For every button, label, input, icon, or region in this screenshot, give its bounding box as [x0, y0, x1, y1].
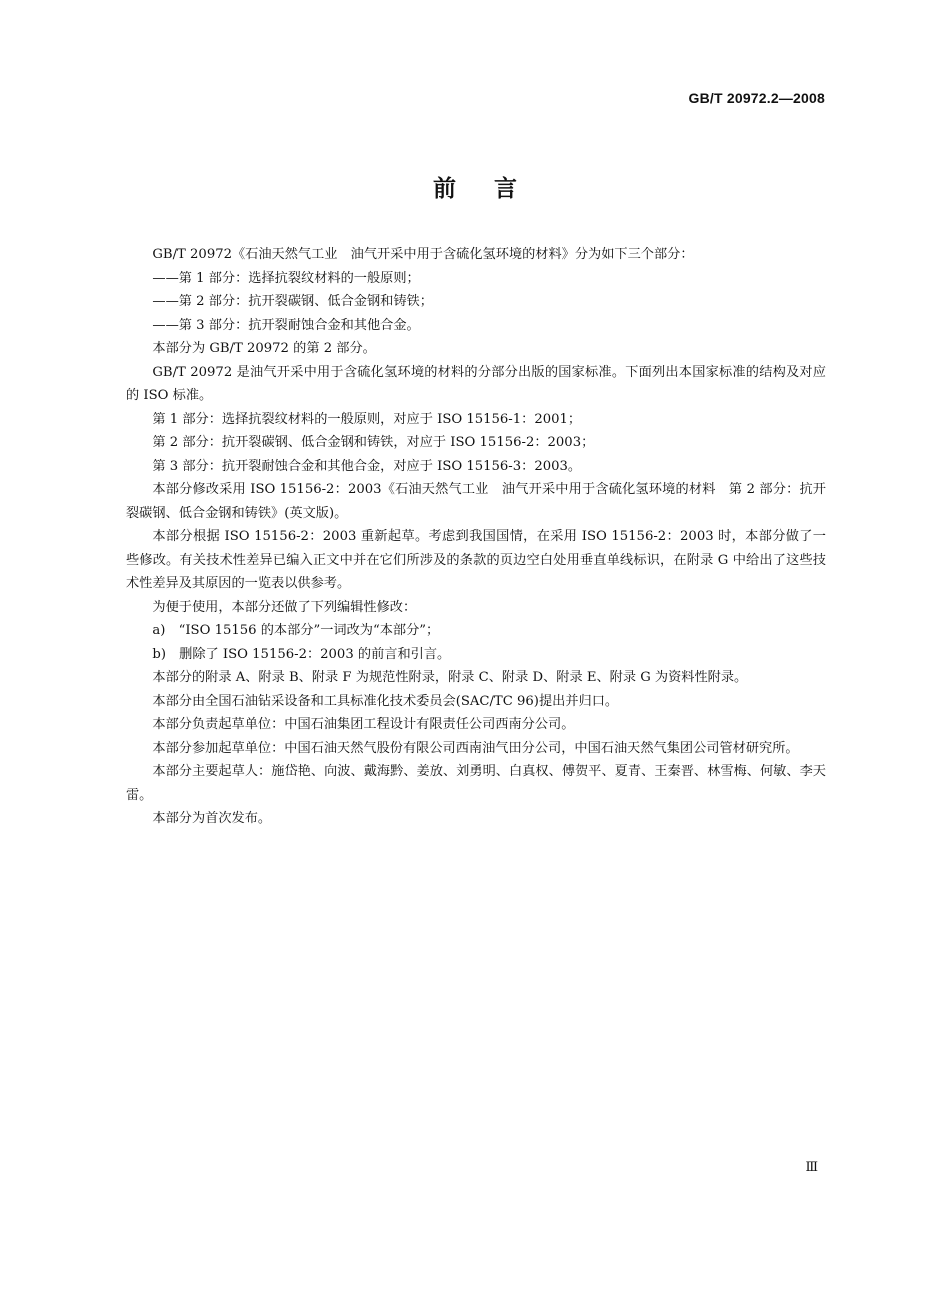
- paragraph-part3-item: ——第 3 部分：抗开裂耐蚀合金和其他合金。: [152, 317, 420, 333]
- foreword-body: [126, 243, 826, 831]
- paragraph-participating-units: 本部分参加起草单位：中国石油天然气股份有限公司西南油气田分公司，中国石油天然气集团公司管材研究所。: [152, 740, 799, 756]
- paragraph-structure: GB/T 20972 是油气开采中用于含硫化氢环境的材料的分部分出版的国家标准。下面列出本国家标准的结构及对应的 ISO 标准。: [126, 364, 826, 403]
- paragraph-responsible-unit: 本部分负责起草单位：中国石油集团工程设计有限责任公司西南分公司。: [152, 717, 575, 732]
- paragraph-part1-iso: 第 1 部分：选择抗裂纹材料的一般原则，对应于 ISO 15156-1：2001；: [152, 411, 582, 427]
- paragraph-this-part: 本部分为 GB/T 20972 的第 2 部分。: [152, 341, 376, 356]
- paragraph-editorial-intro: 为便于使用，本部分还做了下列编辑性修改：: [152, 599, 417, 615]
- paragraph-redrafting: 本部分根据 ISO 15156-2：2003 重新起草。考虑到我国国情，在采用 ISO 15156-2：2003 时，本部分做了一些修改。有关技术性差异已编入正文中并在它们所涉及的条款的页边空白处用垂直单线标识，在附录 G 中给出了这些技术性差异及其原因的一览表以供参考。: [126, 529, 826, 591]
- paragraph-part2-item: ——第 2 部分：抗开裂碳钢、低合金钢和铸铁；: [152, 294, 433, 309]
- paragraph-part2-iso: 第 2 部分：抗开裂碳钢、低合金钢和铸铁，对应于 ISO 15156-2：2003；: [152, 435, 595, 450]
- paragraph-editorial-a: a) “ISO 15156 的本部分”一词改为“本部分”；: [152, 623, 440, 638]
- paragraph-drafters: 本部分主要起草人：施岱艳、向波、戴海黔、姜放、刘勇明、白真权、傅贺平、夏青、王秦晋、林雪梅、何敏、李天雷。: [126, 764, 826, 803]
- paragraph-part1-item: ——第 1 部分：选择抗裂纹材料的一般原则；: [152, 270, 420, 286]
- standard-code: GB/T 20972.2—2008: [688, 90, 825, 106]
- paragraph-part3-iso: 第 3 部分：抗开裂耐蚀合金和其他合金，对应于 ISO 15156-3：2003。: [152, 458, 582, 474]
- paragraph-first-release: 本部分为首次发布。: [152, 811, 272, 826]
- page-title: 前言: [433, 176, 555, 202]
- paragraph-editorial-b: b) 删除了 ISO 15156-2：2003 的前言和引言。: [152, 646, 451, 662]
- paragraph-proposed-by: 本部分由全国石油钻采设备和工具标准化技术委员会(SAC/TC 96)提出并归口。: [152, 693, 619, 709]
- paragraph-modified-adoption: 本部分修改采用 ISO 15156-2：2003《石油天然气工业 油气开采中用于含硫化氢环境的材料 第 2 部分：抗开裂碳钢、低合金钢和铸铁》(英文版)。: [126, 482, 826, 521]
- page-number: Ⅲ: [805, 1160, 818, 1175]
- paragraph-annexes: 本部分的附录 A、附录 B、附录 F 为规范性附录，附录 C、附录 D、附录 E、附录 G 为资料性附录。: [152, 670, 748, 685]
- paragraph-series-intro: GB/T 20972《石油天然气工业 油气开采中用于含硫化氢环境的材料》分为如下三个部分：: [152, 247, 694, 262]
